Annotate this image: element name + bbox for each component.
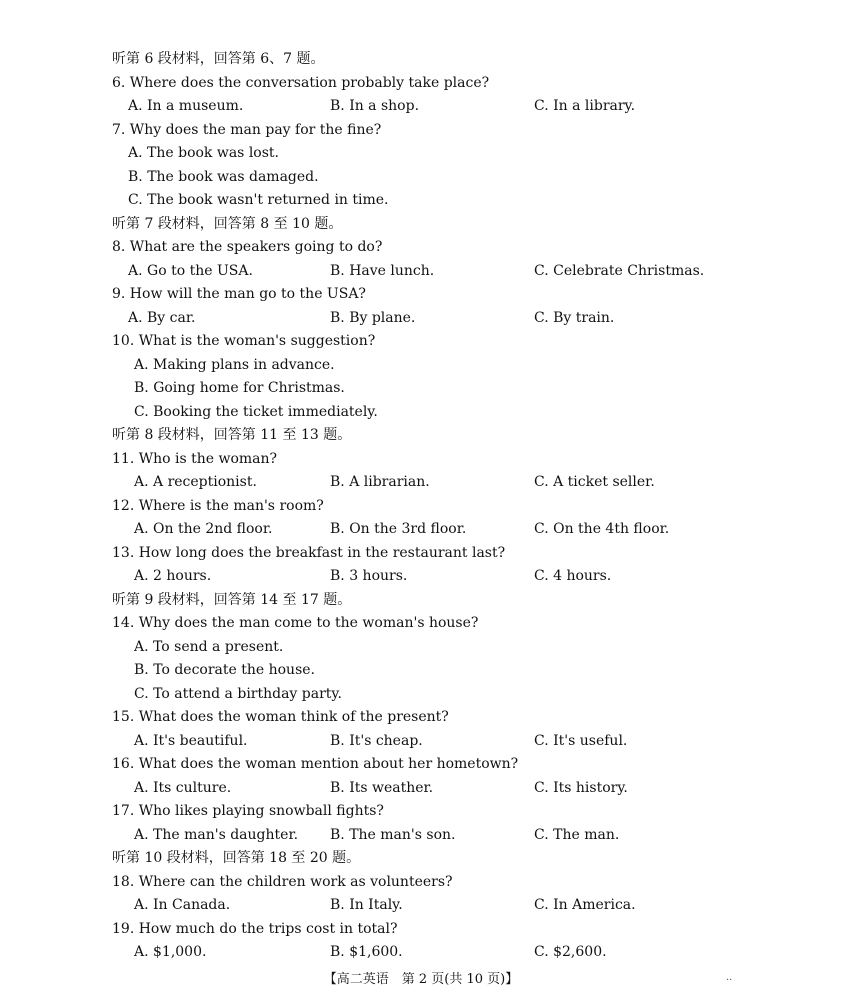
option-a: A. Making plans in advance. [134,357,335,373]
option-b: B. In a shop. [330,98,420,114]
question-17-options [112,824,802,848]
question-19-options [112,941,802,965]
option-b: B. 3 hours. [330,568,408,584]
question-14: 14. Why does the man come to the woman's house? [112,615,479,631]
option-c: C. Its history. [534,780,628,796]
section-heading: 听第 8 段材料，回答第 11 至 13 题。 [112,427,352,443]
option-c: C. In America. [534,897,636,913]
option-b: B. Have lunch. [330,263,435,279]
option-a: A. It's beautiful. [134,733,248,749]
option-c: C. A ticket seller. [534,474,655,490]
option-b: B. A librarian. [330,474,430,490]
question-16: 16. What does the woman mention about her hometown? [112,756,519,772]
option-a: A. Go to the USA. [128,263,253,279]
option-a: A. Its culture. [134,780,232,796]
question-10: 10. What is the woman's suggestion? [112,333,376,349]
option-c: C. Booking the ticket immediately. [134,404,378,420]
option-a: A. To send a present. [134,639,284,655]
option-a: A. The book was lost. [128,145,279,161]
section-heading: 听第 9 段材料，回答第 14 至 17 题。 [112,592,352,608]
question-13-options [112,565,802,589]
option-c: C. The man. [534,827,620,843]
option-c: C. $2,600. [534,944,607,960]
option-c: C. On the 4th floor. [534,521,670,537]
option-c: C. 4 hours. [534,568,612,584]
option-b: B. Its weather. [330,780,434,796]
question-13: 13. How long does the breakfast in the restaurant last? [112,545,506,561]
option-b: B. Going home for Christmas. [134,380,345,396]
question-7-option-c [112,189,802,213]
option-c: C. In a library. [534,98,636,114]
question-7-option-a [112,142,802,166]
option-c: C. The book wasn't returned in time. [128,192,389,208]
question-18-options [112,894,802,918]
question-8: 8. What are the speakers going to do? [112,239,383,255]
question-6-options [112,95,802,119]
question-14-option-a [112,636,802,660]
option-b: B. The book was damaged. [128,169,319,185]
section-heading: 听第 6 段材料，回答第 6、7 题。 [112,51,325,67]
question-14-option-b [112,659,802,683]
option-a: A. $1,000. [134,944,207,960]
option-b: B. On the 3rd floor. [330,521,467,537]
question-17: 17. Who likes playing snowball fights? [112,803,384,819]
option-a: A. On the 2nd floor. [134,521,273,537]
question-18: 18. Where can the children work as volunteers? [112,874,453,890]
option-a: A. In Canada. [134,897,231,913]
option-c: C. It's useful. [534,733,628,749]
question-15: 15. What does the woman think of the present? [112,709,449,725]
option-b: B. In Italy. [330,897,403,913]
option-b: B. The man's son. [330,827,456,843]
question-7: 7. Why does the man pay for the fine? [112,122,382,138]
section-heading: 听第 7 段材料，回答第 8 至 10 题。 [112,216,343,232]
question-9-options [112,307,802,331]
question-12: 12. Where is the man's room? [112,498,324,514]
question-6: 6. Where does the conversation probably take place? [112,75,490,91]
option-c: C. Celebrate Christmas. [534,263,705,279]
question-10-option-a [112,354,802,378]
option-b: B. It's cheap. [330,733,423,749]
question-7-option-b [112,166,802,190]
option-c: C. By train. [534,310,615,326]
option-b: B. $1,600. [330,944,403,960]
question-11: 11. Who is the woman? [112,451,278,467]
section-heading: 听第 10 段材料，回答第 18 至 20 题。 [112,850,361,866]
option-a: A. The man's daughter. [134,827,299,843]
question-10-option-b [112,377,802,401]
corner-mark: ·· [726,975,733,986]
question-14-option-c [112,683,802,707]
question-16-options [112,777,802,801]
option-b: B. By plane. [330,310,416,326]
option-a: A. 2 hours. [134,568,212,584]
question-11-options [112,471,802,495]
option-c: C. To attend a birthday party. [134,686,342,702]
option-a: A. By car. [128,310,196,326]
question-19: 19. How much do the trips cost in total? [112,921,398,937]
question-15-options [112,730,802,754]
question-12-options [112,518,802,542]
option-a: A. A receptionist. [134,474,257,490]
question-8-options [112,260,802,284]
page-footer: 【高二英语 第 2 页(共 10 页)】 [323,972,519,987]
option-b: B. To decorate the house. [134,662,315,678]
option-a: A. In a museum. [128,98,244,114]
question-9: 9. How will the man go to the USA? [112,286,366,302]
question-10-option-c [112,401,802,425]
